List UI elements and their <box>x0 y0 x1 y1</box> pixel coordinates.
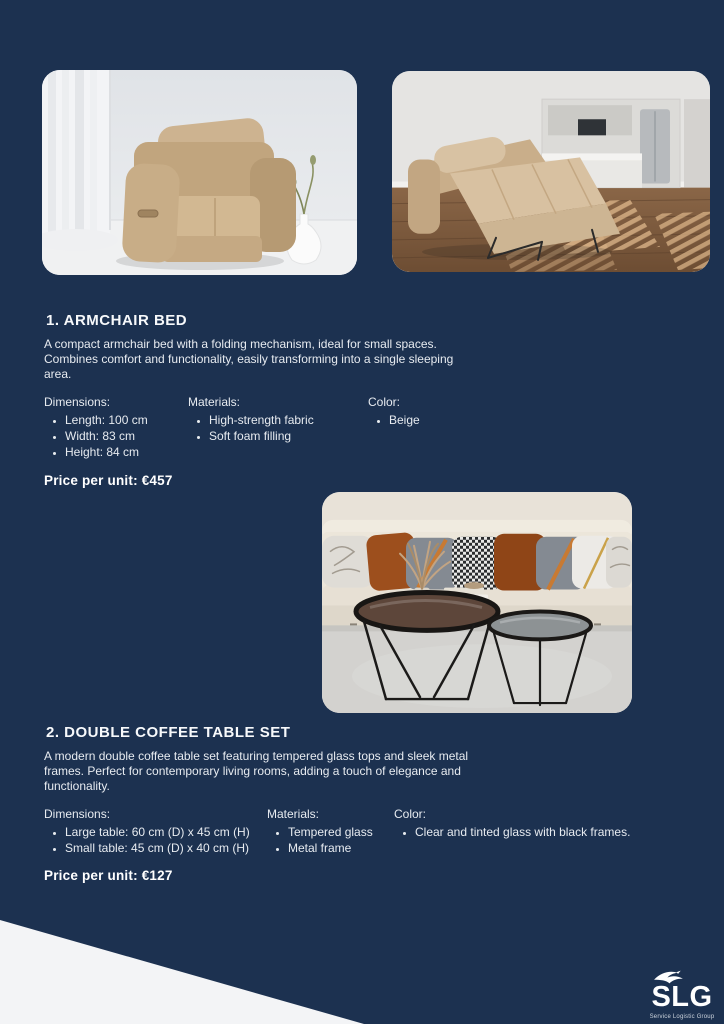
armchair-bed-open-photo <box>392 71 710 272</box>
coffee-table-set-illustration <box>322 492 632 713</box>
dimensions-column <box>44 395 188 462</box>
armchair-bed-closed-illustration <box>42 70 357 275</box>
slg-logo <box>645 968 719 1020</box>
materials-label: Materials: <box>267 806 320 821</box>
product-title: 2. DOUBLE COFFEE TABLE SET <box>46 724 291 741</box>
materials-column <box>267 807 394 858</box>
spec-item: • Height: 84 cm <box>65 445 188 459</box>
color-column <box>368 395 696 429</box>
dimensions-column <box>44 807 267 858</box>
logo-text: SLG <box>651 981 713 1013</box>
product-description: A compact armchair bed with a folding mechanism, ideal for small spaces. Combines comfort and functionality, easily transforming into a single sleeping area. <box>44 337 454 382</box>
armchair-bed-closed-photo <box>42 70 357 275</box>
dimensions-label: Dimensions: <box>44 806 111 821</box>
materials-list <box>267 825 394 856</box>
product-section-coffee-table-set <box>44 724 696 883</box>
color-list <box>368 413 696 427</box>
spec-item: • Length: 100 cm <box>65 413 188 427</box>
materials-column <box>188 395 368 446</box>
spec-item: • High-strength fabric <box>209 413 368 427</box>
price-per-unit: Price per unit: €127 <box>44 868 173 884</box>
color-column <box>394 807 696 841</box>
product-section-armchair-bed <box>44 312 696 488</box>
spec-item: • Small table: 45 cm (D) x 40 cm (H) <box>65 841 267 855</box>
materials-label: Materials: <box>188 394 241 409</box>
dimensions-list <box>44 413 188 460</box>
color-label: Color: <box>368 394 401 409</box>
logo-tagline: Service Logistic Group <box>649 1014 715 1020</box>
corner-wedge-decoration <box>0 920 364 1024</box>
product-specs <box>44 807 696 858</box>
spec-item: • Tempered glass <box>288 825 394 839</box>
product-description: A modern double coffee table set featuring tempered glass tops and sleek metal frames. Perfect for contemporary living rooms, adding a touch of elegance and functionality. <box>44 749 469 794</box>
spec-item: • Soft foam filling <box>209 429 368 443</box>
dimensions-list <box>44 825 267 856</box>
spec-item: • Clear and tinted glass with black frames. <box>415 825 696 839</box>
product-specs <box>44 395 696 462</box>
spec-item: • Beige <box>389 413 696 427</box>
color-list <box>394 825 696 839</box>
product-title: 1. ARMCHAIR BED <box>46 312 188 329</box>
dimensions-label: Dimensions: <box>44 394 111 409</box>
coffee-table-set-photo <box>322 492 632 713</box>
materials-list <box>188 413 368 444</box>
spec-item: • Width: 83 cm <box>65 429 188 443</box>
spec-item: • Metal frame <box>288 841 394 855</box>
spec-item: • Large table: 60 cm (D) x 45 cm (H) <box>65 825 267 839</box>
price-per-unit: Price per unit: €457 <box>44 472 173 488</box>
armchair-bed-open-illustration <box>392 71 710 272</box>
color-label: Color: <box>394 806 427 821</box>
